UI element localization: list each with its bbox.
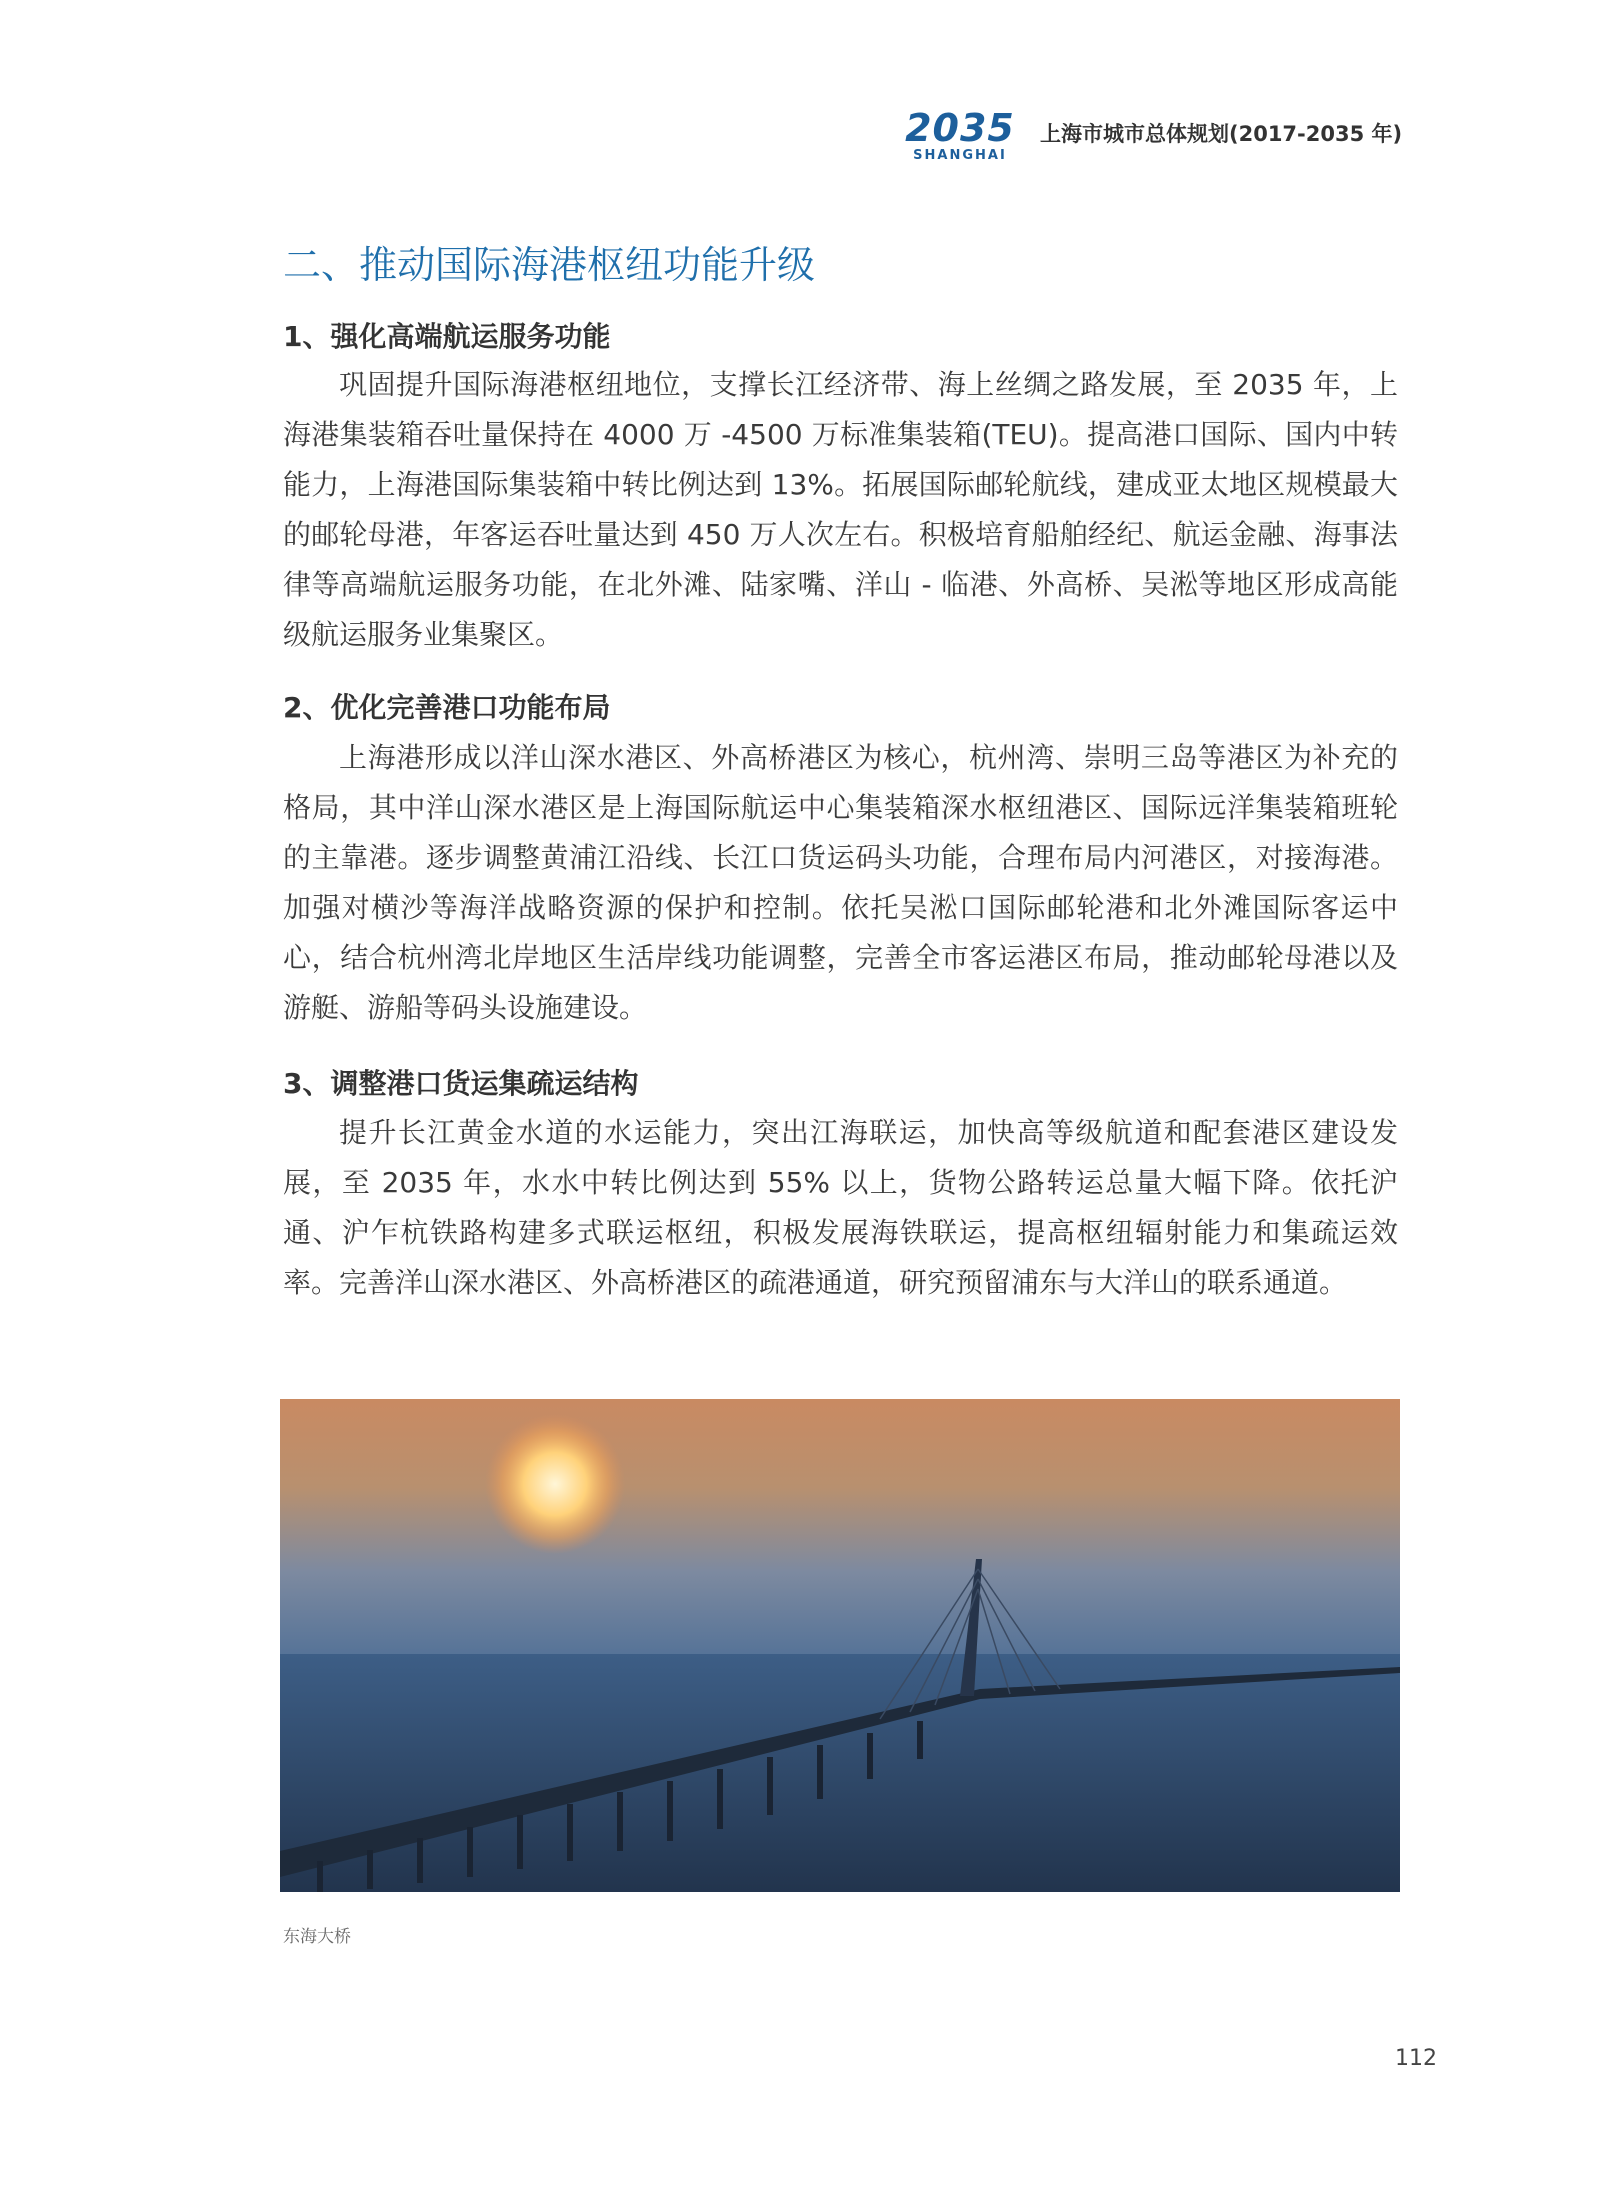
logo-2035-shanghai <box>905 108 1015 164</box>
sea <box>280 1654 1400 1892</box>
document-header-title: 上海市城市总体规划(2017-2035 年) <box>1040 122 1403 146</box>
subsection-body-2: 上海港形成以洋山深水港区、外高桥港区为核心，杭州湾、崇明三岛等港区为补充的格局，其中洋山深水港区是上海国际航运中心集装箱深水枢纽港区、国际远洋集装箱班轮的主靠港。逐步调整黄浦江沿线、长江口货运码头功能，合理布局内河港区，对接海港。加强对横沙等海洋战略资源的保护和控制。依托吴淞口国际邮轮港和北外滩国际客运中心，结合杭州湾北岸地区生活岸线功能调整，完善全市客运港区布局，推动邮轮母港以及游艇、游船等码头设施建设。 <box>283 741 1398 1024</box>
logo-subtext: SHANGHAI <box>913 148 1007 163</box>
subsection-body-3: 提升长江黄金水道的水运能力，突出江海联运，加快高等级航道和配套港区建设发展，至 2035 年，水水中转比例达到 55% 以上，货物公路转运总量大幅下降。依托沪通、沪乍杭铁路构建多式联运枢纽，积极发展海铁联运，提高枢纽辐射能力和集疏运效率。完善洋山深水港区、外高桥港区的疏港通道，研究预留浦东与大洋山的联系通道。 <box>283 1116 1398 1299</box>
subsection-heading-3: 3、调整港口货运集疏运结构 <box>283 1067 639 1100</box>
bridge-photo <box>280 1399 1400 1892</box>
section-title: 二、推动国际海港枢纽功能升级 <box>283 243 816 287</box>
bridge-photo-illustration <box>280 1399 1400 1892</box>
page-number: 112 <box>1395 2046 1437 2071</box>
subsection-heading-2: 2、优化完善港口功能布局 <box>283 691 611 724</box>
photo-caption: 东海大桥 <box>283 1927 351 1947</box>
logo-number: 2035 <box>905 106 1015 150</box>
subsection-body-1: 巩固提升国际海港枢纽地位，支撑长江经济带、海上丝绸之路发展，至 2035 年，上海港集装箱吞吐量保持在 4000 万 -4500 万标准集装箱(TEU)。提高港口国际、国内中转能力，上海港国际集装箱中转比例达到 13%。拓展国际邮轮航线，建成亚太地区规模最大的邮轮母港，年客运吞吐量达到 450 万人次左右。积极培育船舶经纪、航运金融、海事法律等高端航运服务功能，在北外滩、陆家嘴、洋山 - 临港、外高桥、吴淞等地区形成高能级航运服务业集聚区。 <box>283 368 1398 651</box>
sun <box>485 1414 625 1554</box>
subsection-heading-1: 1、强化高端航运服务功能 <box>283 320 611 353</box>
